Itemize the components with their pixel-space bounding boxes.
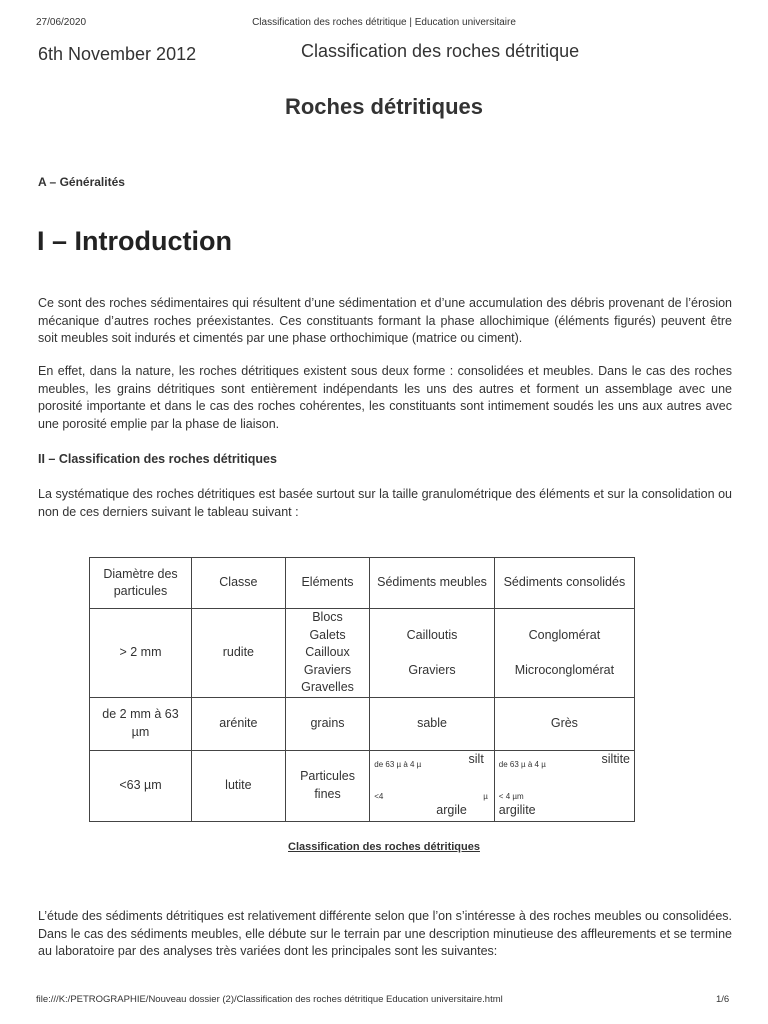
cell-consolides: Grès [494,697,634,750]
paragraph-classification: La systématique des roches détritiques est basée surtout sur la taille granulométrique des éléments et sur la consolidation ou non de ces derniers suivant le tableau suivant : [38,487,732,519]
cell-elements: grains [285,697,369,750]
post-date: 6th November 2012 [38,44,197,64]
element-item: Graviers [303,662,352,677]
table-row [90,609,635,698]
footer-page-number: 1/6 [716,994,730,1005]
paragraph-intro-2: En effet, dans la nature, les roches détritiques existent sous deux forme : consolidées et meubles. Dans le cas des roches meubles, les grains détritiques sont entièrement indépendants les uns des autres et forment un assemblage avec une porosité importante et dans le cas des roches cohérentes, les constituants sont intimement soudés les uns aux autres avec une porosité emplie par la phase de liaison. [38,364,732,431]
range-label: de 63 µ à 4 µ [498,759,546,769]
paragraph-etude: L’étude des sédiments détritiques est relativement différente selon que l’on s’intéresse à des roches meubles ou consolidées. Dans le cas des sédiments meubles, elle débute sur le terrain par une description minutieuse des affleurements et se termine au laboratoire par des analyses très variées dont les principales sont les suivantes: [38,909,732,958]
cell-diameter: de 2 mm à 63 µm [90,697,192,750]
rock-name: argilite [498,802,536,817]
sediment-name: silt [468,751,484,766]
element-item: Blocs [312,610,343,624]
section-heading-generalites: A – Généralités [38,175,125,189]
cell-class: rudite [191,609,285,698]
blog-title[interactable]: Classification des roches détritique [301,41,580,61]
cell-diameter: <63 µm [90,750,192,821]
cell-class: arénite [191,697,285,750]
header-cell: Classe [191,558,285,609]
meuble-item: Cailloutis [406,627,458,642]
element-item: Cailloux [305,645,350,659]
element-item: Galets [309,627,346,642]
heading-classification: II – Classification des roches détritiques [38,452,277,466]
cell-consolides [494,609,634,698]
table-row [90,697,635,750]
sediment-name: argile [436,802,467,817]
heading-introduction: I – Introduction [37,226,232,256]
range-label: <4 [374,791,384,801]
print-header-title: Classification des roches détritique | Education universitaire [252,17,516,28]
table-row [90,750,635,821]
footer-file-path: file:///K:/PETROGRAPHIE/Nouveau dossier (2)/Classification des roches détritique Education universitaire.html [36,994,503,1005]
cell-elements [285,609,369,698]
consolide-item: Conglomérat [528,627,601,642]
print-date: 27/06/2020 [36,17,87,28]
cell-elements: Particules fines [285,750,369,821]
rock-name: siltite [601,751,630,766]
range-unit: µ [483,791,488,801]
header-cell: Sédiments consolidés [494,558,634,609]
cell-meubles: sable [370,697,495,750]
header-cell: Sédiments meubles [370,558,495,609]
page-title: Roches détritiques [284,94,484,119]
classification-table [89,557,635,822]
meuble-item: Graviers [408,662,456,677]
cell-meubles [370,750,495,821]
table-caption: Classification des roches détritiques [288,841,480,853]
paragraph-intro-1: Ce sont des roches sédimentaires qui résultent d’une sédimentation et d’une accumulation des débris provenant de l’érosion mécanique d’autres roches préexistantes. Ces constituants formant la phase allochimique (éléments figurés) peuvent être soit meubles soit indurés et cimentés par une phase orthochimique (matrice ou ciment). [38,296,732,345]
consolide-item: Microconglomérat [514,662,615,677]
range-label: de 63 µ à 4 µ [374,759,422,769]
cell-consolides [494,750,634,821]
element-item: Gravelles [301,680,354,694]
range-label: < 4 µm [498,791,524,801]
header-cell: Eléments [285,558,369,609]
cell-class: lutite [191,750,285,821]
cell-meubles [370,609,495,698]
table-header-row [90,558,635,609]
cell-diameter: > 2 mm [90,609,192,698]
header-cell: Diamètre des particules [90,558,192,609]
